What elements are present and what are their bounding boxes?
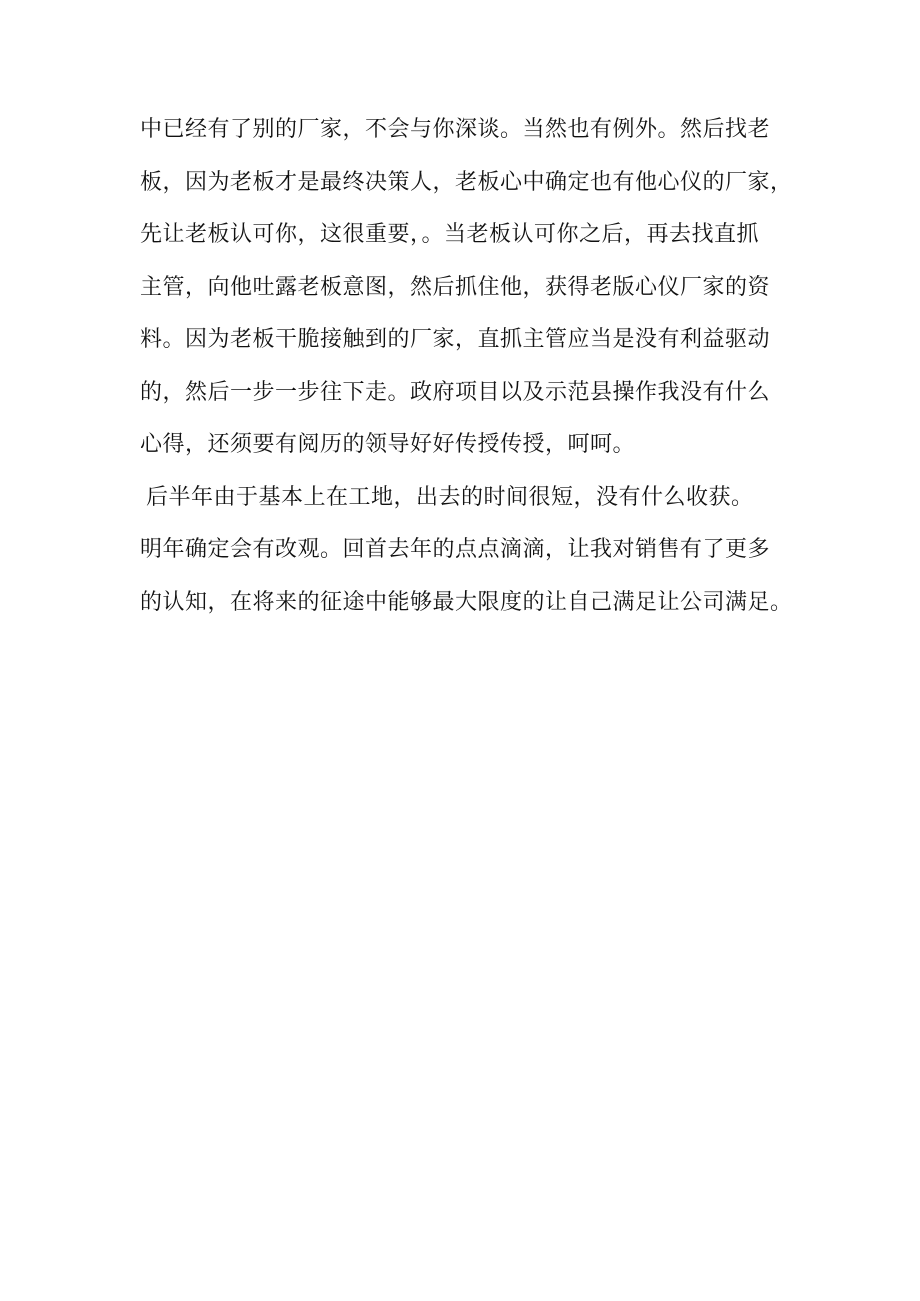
text-line: 的，然后一步一步往下走。政府项目以及示范县操作我没有什么 [140, 379, 771, 405]
text-line: 板，因为老板才是最终决策人，老板心中确定也有他心仪的厂家， [140, 169, 793, 195]
text-line: 心得，还须要有阅历的领导好好传授传授，呵呵。 [140, 432, 636, 457]
text-line: 中已经有了别的厂家，不会与你深谈。当然也有例外。然后找老 [140, 117, 771, 142]
body-text [140, 104, 800, 629]
text-line: 主管，向他吐露老板意图，然后抓住他，获得老版心仪厂家的资 [140, 274, 771, 300]
text-line: 料。因为老板干脆接触到的厂家，直抓主管应当是没有利益驱动 [140, 327, 771, 352]
text-line: 先让老板认可你，这很重要，。当老板认可你之后，再去找直抓 [140, 222, 760, 247]
text-line: 明年确定会有改观。回首去年的点点滴滴，让我对销售有了更多 [140, 537, 771, 562]
text-line: 的认知，在将来的征途中能够最大限度的让自己满足让公司满足。 [140, 589, 793, 615]
paragraph-start-line: 后半年由于基本上在工地，出去的时间很短，没有什么收获。 [146, 484, 754, 510]
